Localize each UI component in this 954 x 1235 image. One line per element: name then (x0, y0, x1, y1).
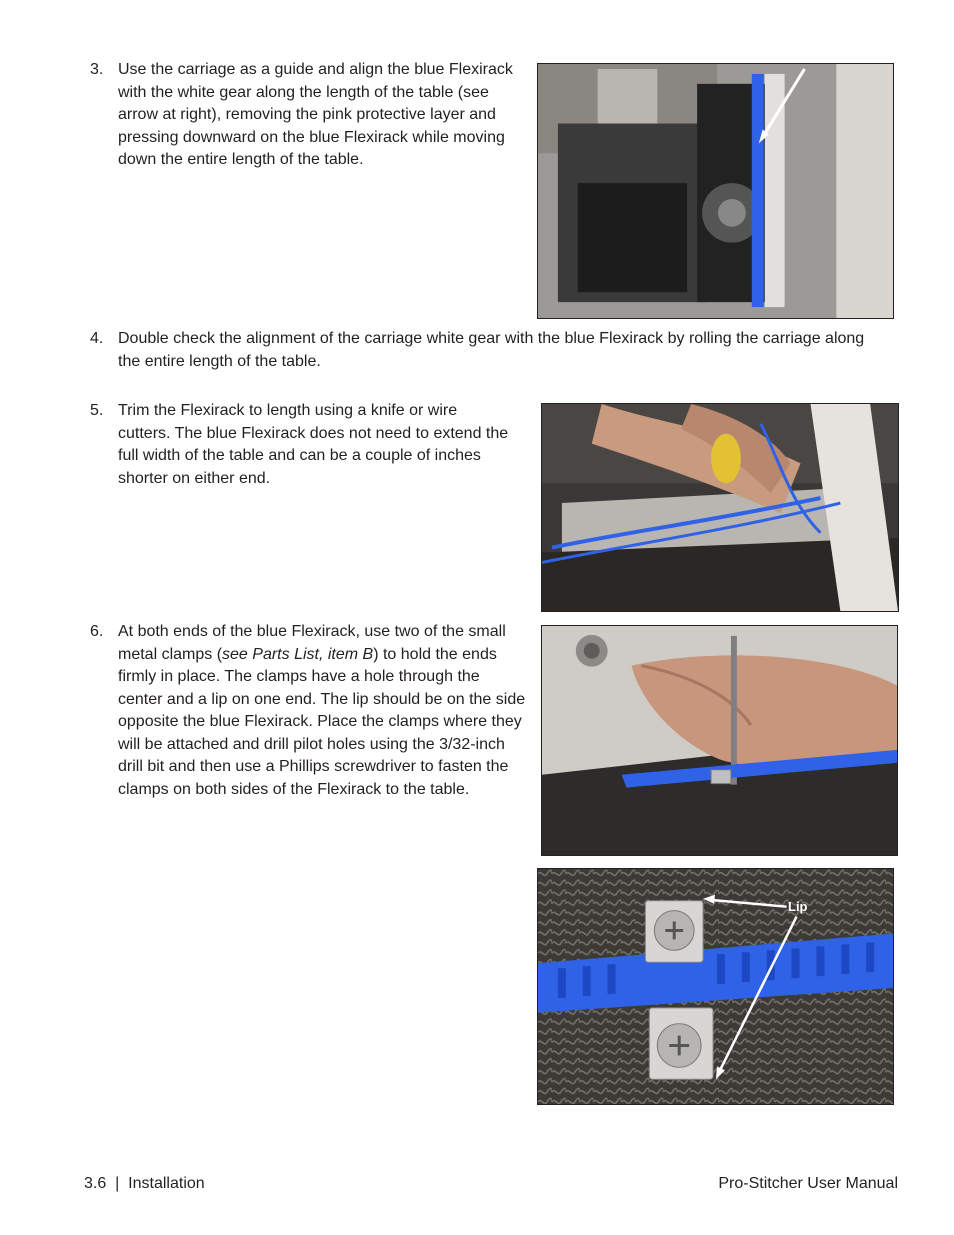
step-text: Trim the Flexirack to length using a knife or wire cutters. The blue Flexirack does not need to extend the full width of the table and can be a couple of inches shorter on either end. (118, 402, 509, 487)
step-number: 5. (90, 402, 104, 419)
step-number: 4. (90, 330, 104, 347)
step-text-part: ) to hold the ends firmly in place. The clamps have a hole through the center and a lip on one end. The lip should be on the side opposite the blue Flexirack. Place the clamps where they will be attached and drill pilot holes using the 3/32-inch drill bit and then use a Phillips screwdriver to fasten the clamps on both sides of the Flexirack to the table. (118, 645, 526, 798)
photo-carriage-gear-alignment (537, 63, 894, 319)
parts-list-reference: see Parts List, item B (222, 645, 374, 663)
step-number: 6. (90, 623, 104, 640)
step-text-part: At both ends of the blue Flexirack, use two of the small metal clamps ( (118, 623, 506, 663)
photo-drilling-pilot-holes (541, 625, 898, 856)
lip-label: Lip (788, 899, 808, 914)
step-text: Use the carriage as a guide and align the blue Flexirack with the white gear along the length of the table (see arrow at right), removing the pink protective layer and pressing downward on the blue Flexirack while moving down the entire length of the table. (118, 61, 513, 168)
step-number: 3. (90, 61, 104, 78)
step-text: Double check the alignment of the carriage white gear with the blue Flexirack by rolling the carriage along the entire length of the table. (118, 330, 865, 370)
step-text (118, 621, 528, 801)
footer-page-section: 3.6 | Installation (84, 1175, 205, 1192)
photo-trimming-flexirack (541, 403, 899, 612)
footer-manual-title: Pro-Stitcher User Manual (718, 1175, 898, 1192)
photo-clamps-with-lip (537, 868, 894, 1105)
